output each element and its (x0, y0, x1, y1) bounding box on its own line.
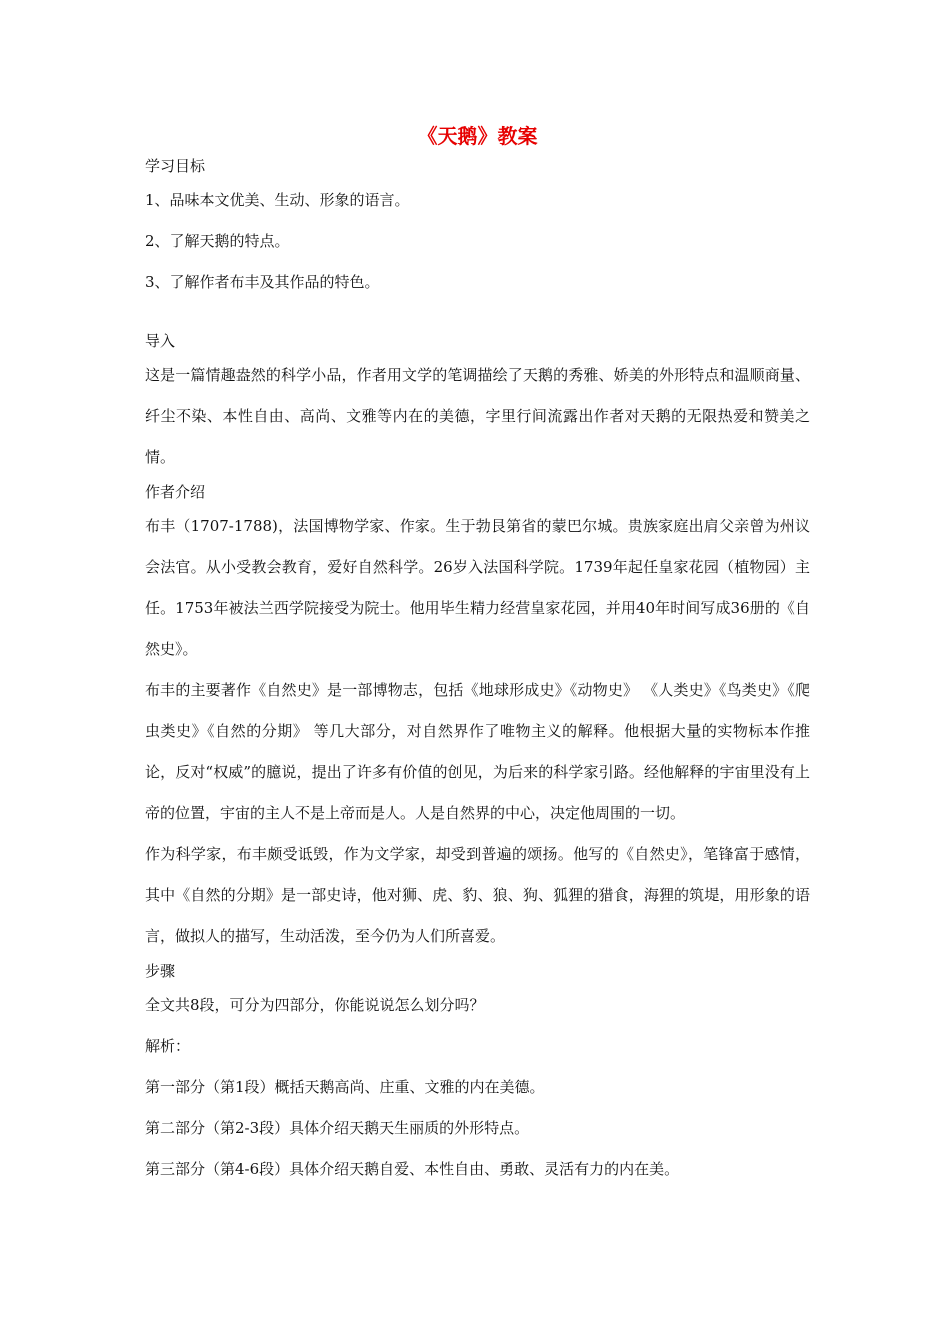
author-paragraph: 布丰（1707-1788)，法国博物学家、作家。生于勃艮第省的蒙巴尔城。贵族家庭出肩父亲曾为州议会法官。从小受教会教育，爱好自然科学。26岁入法国科学院。1739年起任皇家花园（植物园）主任。1753年被法兰西学院接受为院士。他用毕生精力经营皇家花园，并用40年时间写成36册的《自然史》。 (145, 517, 810, 658)
analysis-part: 第三部分（第4-6段）具体介绍天鹅自爱、本性自由、勇敢、灵活有力的内在美。 (145, 1160, 680, 1178)
analysis-label: 解析： (145, 1037, 191, 1055)
steps-heading: 步骤 (145, 962, 176, 980)
intro-heading: 导入 (145, 332, 176, 350)
author-heading: 作者介绍 (145, 483, 206, 501)
document-page (145, 120, 810, 1190)
author-paragraph: 布丰的主要著作《自然史》是一部博物志，包括《地球形成史》《动物史》 《人类史》《鸟类史》《爬虫类史》《自然的分期》 等几大部分，对自然界作了唯物主义的解释。他根据大量的实物标本作推论，反对“权威”的臆说，提出了许多有价值的创见，为后来的科学家引路。经他解释的宇宙里没有上帝的位置，宇宙的主人不是上帝而是人。人是自然界的中心，决定他周围的一切。 (145, 681, 810, 822)
analysis-part: 第二部分（第2-3段）具体介绍天鹅天生丽质的外形特点。 (145, 1119, 530, 1137)
intro-paragraph: 这是一篇情趣盎然的科学小品，作者用文学的笔调描绘了天鹅的秀雅、娇美的外形特点和温顺商量、纤尘不染、本性自由、高尚、文雅等内在的美德，字里行间流露出作者对天鹅的无限热爱和赞美之情。 (145, 366, 810, 466)
analysis-part: 第一部分（第1段）概括天鹅高尚、庄重、文雅的内在美德。 (145, 1078, 545, 1096)
objective-item: 2、了解天鹅的特点。 (145, 232, 290, 250)
document-title: 《天鹅》教案 (417, 124, 538, 148)
author-paragraph: 作为科学家，布丰颇受诋毁，作为文学家，却受到普遍的颂扬。他写的《自然史》，笔锋富于感情，其中《自然的分期》是一部史诗，他对狮、虎、豹、狼、狗、狐狸的猎食，海狸的筑堤，用形象的语言，做拟人的描写，生动活泼，至今仍为人们所喜爱。 (145, 845, 810, 945)
objectives-heading: 学习目标 (145, 157, 206, 175)
steps-question: 全文共8段，可分为四部分，你能说说怎么划分吗？ (145, 996, 485, 1014)
section-gap (145, 303, 810, 327)
objective-item: 1、品味本文优美、生动、形象的语言。 (145, 191, 410, 209)
objective-item: 3、了解作者布丰及其作品的特色。 (145, 273, 380, 291)
